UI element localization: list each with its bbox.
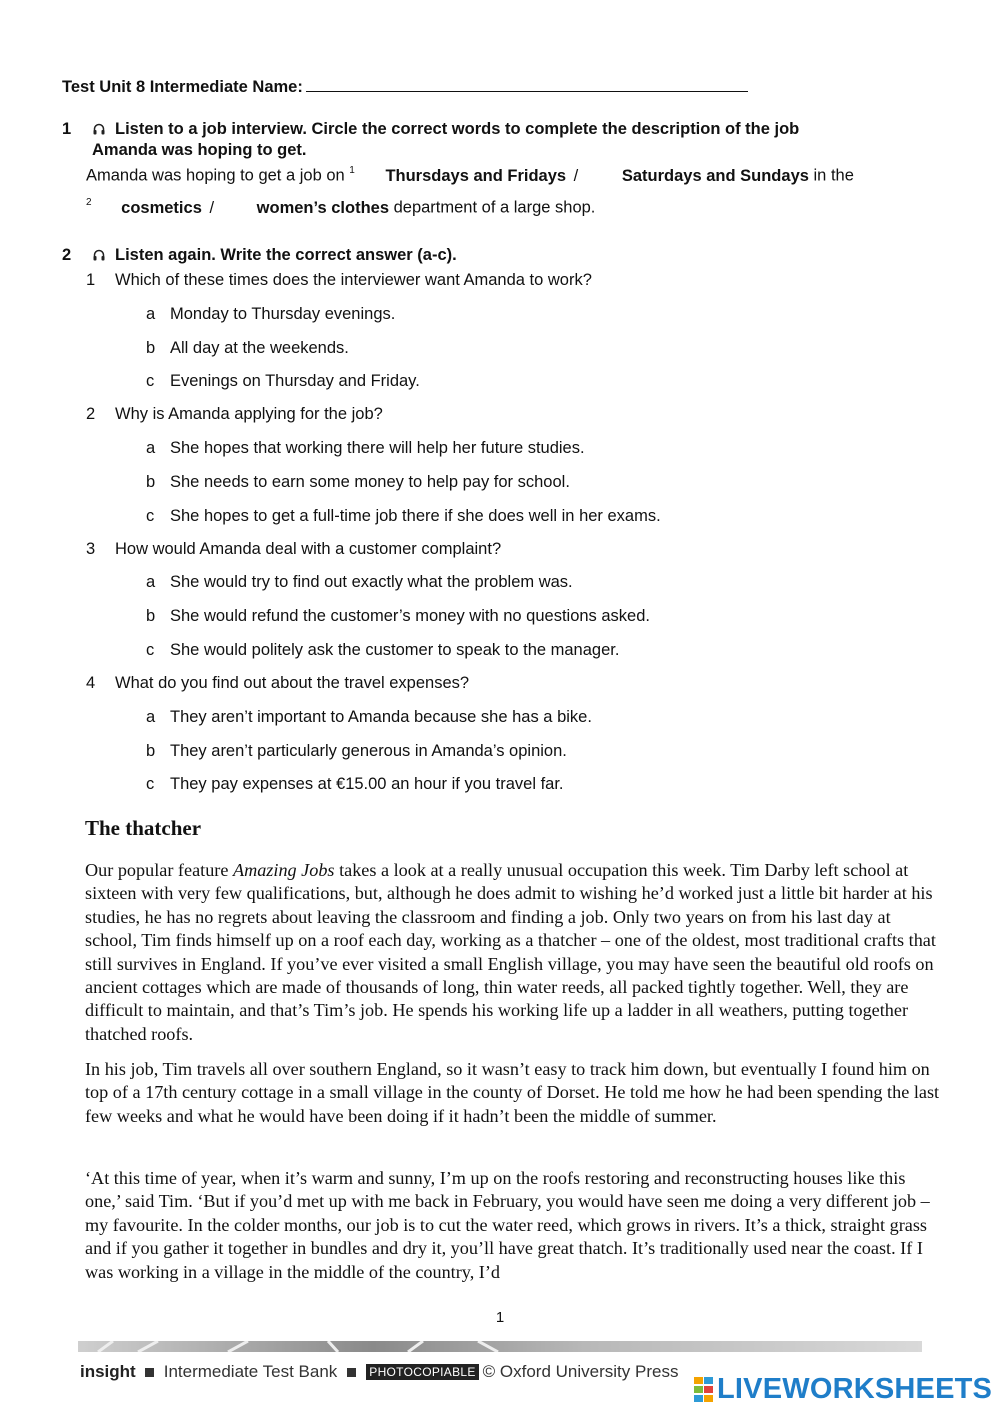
- question-2-instruction: [62, 245, 942, 266]
- option-text: Evenings on Thursday and Friday.: [170, 372, 420, 390]
- option-text: She would refund the customer’s money with no questions asked.: [170, 607, 650, 625]
- option-cosmetics[interactable]: cosmetics: [121, 198, 202, 217]
- option-text: They aren’t particularly generous in Amanda’s opinion.: [170, 742, 567, 760]
- answer-option[interactable]: [146, 439, 585, 458]
- question-1-sentence-line2: [86, 198, 595, 218]
- option-letter: a: [146, 439, 156, 457]
- option-text: Monday to Thursday evenings.: [170, 305, 396, 323]
- square-bullet-icon: [347, 1368, 356, 1377]
- answer-option[interactable]: [146, 339, 349, 358]
- question-1-instruction: [62, 119, 942, 161]
- gap-number-1: 1: [349, 165, 355, 176]
- answer-option[interactable]: [146, 607, 650, 626]
- option-letter: b: [146, 607, 156, 625]
- question-1-sentence-line1: [86, 166, 854, 186]
- option-letter: b: [146, 742, 156, 760]
- liveworksheets-watermark: [694, 1373, 992, 1406]
- headphones-icon: [92, 248, 106, 262]
- liveworksheets-text: LIVEWORKSHEETS: [717, 1373, 993, 1405]
- sub-question-text: Which of these times does the interviewer want Amanda to work?: [115, 271, 592, 289]
- article-paragraph-3: ‘At this time of year, when it’s warm and sunny, I’m up on the roofs restoring and reconstructing houses like this one,’ said Tim. ‘But if you’d met up with me back in February, you would have seen me doing a very different job – my favourite. In the colder months, our job is to cut the water reed, which grows in rivers. It’s a thick, straight grass and if you gather it together in bundles and dry it, you’ll have great thatch. It’s traditionally used near the coast. If I was working in a village in the middle of the country, I’d: [85, 1168, 930, 1282]
- answer-option[interactable]: [146, 573, 573, 592]
- option-letter: b: [146, 473, 156, 491]
- sub-question-text: How would Amanda deal with a customer complaint?: [115, 540, 502, 558]
- option-letter: c: [146, 775, 155, 793]
- option-thursdays-fridays[interactable]: Thursdays and Fridays: [385, 166, 567, 185]
- article-title: The thatcher: [85, 816, 202, 840]
- sub-question-1: [86, 271, 592, 290]
- separator: /: [573, 166, 579, 185]
- footer-decorative-band: [78, 1341, 922, 1352]
- option-womens-clothes[interactable]: women’s clothes: [256, 198, 389, 217]
- option-saturdays-sundays[interactable]: Saturdays and Sundays: [621, 166, 809, 185]
- article-paragraph-2: In his job, Tim travels all over southern England, so it wasn’t easy to track him down, but eventually I found him on top of a 17th century cottage in a small village in the county of Dorset. He told me how he had been spending the last few weeks and what he would have been doing if it hadn’t been the middle of summer.: [85, 1059, 940, 1126]
- question-2-instruction-text: Listen again. Write the correct answer (a-c).: [115, 246, 457, 264]
- sentence-text: in the: [813, 166, 854, 185]
- option-text: They pay expenses at €15.00 an hour if you travel far.: [170, 775, 564, 793]
- sub-question-number: 1: [86, 271, 96, 289]
- answer-option[interactable]: [146, 775, 564, 794]
- option-text: She hopes that working there will help her future studies.: [170, 439, 585, 457]
- sub-question-4: [86, 674, 469, 693]
- option-text: All day at the weekends.: [170, 339, 349, 357]
- headphones-icon: [92, 122, 106, 136]
- option-letter: a: [146, 305, 156, 323]
- answer-option[interactable]: [146, 473, 570, 492]
- option-text: She would try to find out exactly what the problem was.: [170, 573, 573, 591]
- liveworksheets-logo-icon: [694, 1377, 714, 1403]
- answer-option[interactable]: [146, 742, 567, 761]
- publisher-label: © Oxford University Press: [482, 1362, 679, 1381]
- gap-number-2: 2: [86, 197, 92, 208]
- question-1-instruction-line2: Amanda was hoping to get.: [92, 141, 307, 159]
- photocopiable-badge: PHOTOCOPIABLE: [366, 1364, 478, 1380]
- option-text: They aren’t important to Amanda because she has a bike.: [170, 708, 592, 726]
- article-paragraph-1: [85, 859, 941, 1046]
- page-number: 1: [495, 1309, 505, 1326]
- sub-question-text: What do you find out about the travel expenses?: [115, 674, 470, 692]
- sub-question-number: 4: [86, 674, 96, 692]
- answer-option[interactable]: [146, 641, 619, 660]
- test-bank-label: Intermediate Test Bank: [163, 1362, 338, 1381]
- option-letter: c: [146, 641, 155, 659]
- sentence-text: Amanda was hoping to get a job on: [86, 166, 345, 185]
- sub-question-number: 3: [86, 540, 96, 558]
- option-letter: b: [146, 339, 156, 357]
- sub-question-number: 2: [86, 405, 96, 423]
- option-text: She hopes to get a full-time job there if she does well in her exams.: [170, 507, 661, 525]
- question-1-number: 1: [62, 120, 72, 138]
- paragraph-text: takes a look at a really unusual occupation this week. Tim Darby left school at sixteen with very few qualifications, but, although he does admit to wishing he’d worked just a little bit harder at his studies, he has no regrets about leaving the classroom and finding a job. Only two years on from his last day at school, Tim finds himself up on a roof each day, working as a thatcher – one of the oldest, most traditional crafts that still survives in England. If you’ve ever visited a small English village, you may have seen the beautiful old roofs on ancient cottages which are made of thousands of long, thin water reeds, all packed tightly together. Well, they are difficult to maintain, and that’s Tim’s job. He spends his working life up a ladder in all weathers, putting together thatched roofs.: [85, 860, 936, 1044]
- question-2-number: 2: [62, 246, 72, 264]
- answer-option[interactable]: [146, 372, 420, 391]
- option-letter: c: [146, 507, 155, 525]
- option-letter: c: [146, 372, 155, 390]
- sub-question-text: Why is Amanda applying for the job?: [115, 405, 383, 423]
- option-letter: a: [146, 708, 156, 726]
- name-line[interactable]: [306, 78, 748, 92]
- sub-question-2: [86, 405, 383, 424]
- sentence-text: department of a large shop.: [393, 198, 596, 217]
- paragraph-text: Our popular feature: [85, 860, 233, 880]
- separator: /: [209, 198, 215, 217]
- answer-option[interactable]: [146, 708, 592, 727]
- question-1-instruction-line1: Listen to a job interview. Circle the correct words to complete the description of the job: [115, 120, 800, 138]
- option-text: She would politely ask the customer to speak to the manager.: [170, 641, 620, 659]
- header-label: Test Unit 8 Intermediate Name:: [62, 78, 303, 96]
- answer-option[interactable]: [146, 305, 395, 324]
- sub-question-3: [86, 540, 501, 559]
- feature-name: Amazing Jobs: [232, 860, 335, 880]
- answer-option[interactable]: [146, 507, 661, 526]
- option-letter: a: [146, 573, 156, 591]
- insight-brand: insight: [80, 1362, 136, 1381]
- footer: [80, 1362, 678, 1382]
- option-text: She needs to earn some money to help pay for school.: [170, 473, 570, 491]
- worksheet-header: [62, 78, 748, 97]
- square-bullet-icon: [145, 1368, 154, 1377]
